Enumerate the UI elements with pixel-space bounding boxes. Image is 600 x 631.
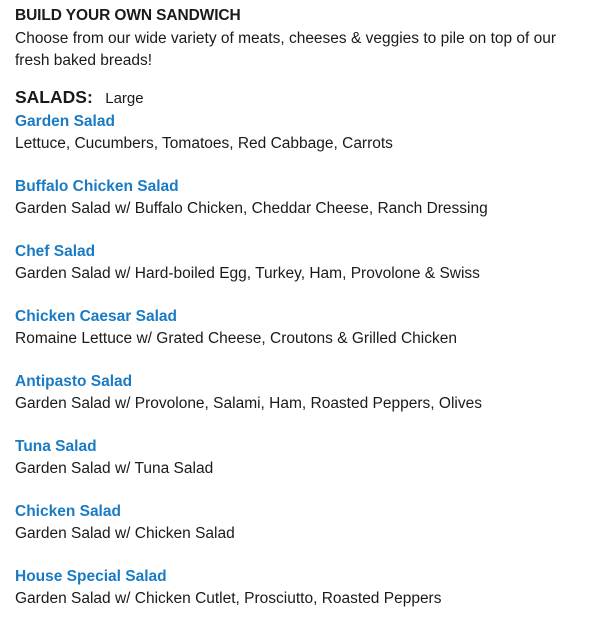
menu-item-name: Antipasto Salad	[15, 373, 133, 390]
menu-item	[15, 371, 600, 415]
menu-item-name: Chicken Salad	[15, 503, 121, 520]
sandwich-section-title: BUILD YOUR OWN SANDWICH	[15, 7, 241, 24]
menu-item	[15, 176, 600, 220]
menu-item	[15, 501, 600, 545]
menu-item-name: Buffalo Chicken Salad	[15, 178, 179, 195]
salads-size: Large	[105, 90, 144, 107]
menu-item	[15, 111, 600, 155]
menu-item-description: Garden Salad w/ Buffalo Chicken, Cheddar Cheese, Ranch Dressing	[15, 200, 488, 217]
menu-item	[15, 436, 600, 480]
salads-label: SALADS:	[15, 87, 93, 107]
menu-item-name: House Special Salad	[15, 568, 167, 585]
menu-item-name: Chicken Caesar Salad	[15, 308, 177, 325]
sandwich-section-description: Choose from our wide variety of meats, cheeses & veggies to pile on top of our fresh baked breads!	[15, 30, 557, 69]
menu-item-name: Chef Salad	[15, 243, 96, 260]
menu-item	[15, 306, 600, 350]
menu-item-description: Lettuce, Cucumbers, Tomatoes, Red Cabbage, Carrots	[15, 135, 393, 152]
sandwich-section	[15, 6, 600, 72]
menu-item-description: Garden Salad w/ Hard-boiled Egg, Turkey, Ham, Provolone & Swiss	[15, 265, 480, 282]
menu-item-description: Garden Salad w/ Tuna Salad	[15, 460, 214, 477]
menu-item	[15, 566, 600, 610]
menu-item	[15, 241, 600, 285]
menu-item-description: Garden Salad w/ Provolone, Salami, Ham, Roasted Peppers, Olives	[15, 395, 482, 412]
menu-item-name: Garden Salad	[15, 113, 115, 130]
menu-item-description: Garden Salad w/ Chicken Cutlet, Prosciutto, Roasted Peppers	[15, 590, 442, 607]
salads-header	[15, 86, 600, 110]
menu-item-description: Romaine Lettuce w/ Grated Cheese, Croutons & Grilled Chicken	[15, 330, 457, 347]
menu-item-description: Garden Salad w/ Chicken Salad	[15, 525, 235, 542]
salads-section	[15, 86, 600, 610]
menu-item-name: Tuna Salad	[15, 438, 97, 455]
